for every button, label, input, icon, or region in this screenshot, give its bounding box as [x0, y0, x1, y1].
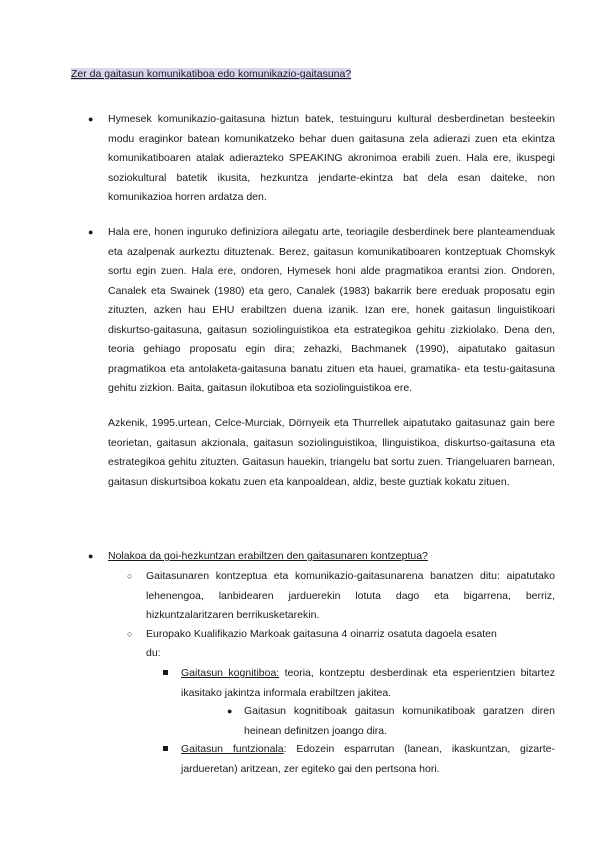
bullet-disc-icon: ● — [88, 114, 94, 124]
paragraph-2: Hala ere, honen inguruko definiziora ailegatu arte, teoriagile desberdinek bere planteamenduak eta azalpenak aurkeztu dituztenak. Berez, gaitasun komunikatiboaren kontzeptuak Chomskyk sortu egin zuen. Hala ere, ondoren, Hymesek honi alde pragmatikoa erantsi zion. Ondoren, Canalek eta Swainek (1980) eta gero, Canalek (1983) bakarrik bere ereduak proposatu egin zituzten, azken hau EHU erabiltzen duena izanik. Izan ere, honek gaitasun linguistikoari diskurtso-gaitasuna, gaitasun soziolinguistikoa eta estrategikoa gehitu zizkiolako. Dena den, teoria gehiago proposatu egin dira; zehazki, Bachmanek (1990), aipatutako gaitasun pragmatikoa eta antolaketa-gaitasuna banatu zituen eta hauei, gramatika- eta testu-gaitasuna gehitu zizkion. Baita, gaitasun ilokutiboa eta soziolinguistikoa ere. — [108, 226, 555, 394]
sub-item-2-line-2: du: — [146, 647, 161, 659]
item-functional — [181, 740, 555, 779]
bullet-circle-icon: ○ — [127, 629, 133, 639]
sub-item-1: Gaitasunaren kontzeptua eta komunikazio-gaitasunarena banatzen ditu: aipatutako lehenengoa, lanbidearen jarduerekin lotuta dago eta bigarrena, berriz, hizkuntzalaritzaren berrikusketarekin. — [146, 570, 555, 621]
item-cognitive-term: Gaitasun kognitiboa: — [181, 667, 280, 679]
bullet-disc-icon: ● — [88, 227, 94, 237]
paragraph-3: Azkenik, 1995.urtean, Celce-Murciak, Dörnyeik eta Thurrellek aipatutako gaitasunaz gain bere teorietan, gaitasun akzionala, gaitasun soziolinguistikoa, llinguistikoa, diskurtso-gaitasuna eta estrategikoa gehitu zituzten. Gaitasun hauekin, triangelu bat sortu zuen. Triangeluaren barnean, gaitasun diskurtsiboa kokatu zuen eta kanpoaldean, aldiz, beste guztiak kokatu zituen. — [108, 417, 555, 488]
bullet-disc-icon: ● — [88, 551, 94, 561]
item-cognitive-text: teoria, kontzeptu desberdinak eta esperientzien bitartez ikasitako jakintza informala erabiltzen jakitea. — [181, 667, 555, 699]
bullet-square-icon — [163, 746, 168, 751]
item-functional-text: : Edozein esparrutan (lanean, ikaskuntzan, gizarte-jardueretan) aritzean, zer egiteko gai den pertsona hori. — [181, 743, 556, 775]
heading-text: Zer da gaitasun komunikatiboa edo komunikazio-gaitasuna? — [71, 68, 352, 80]
question-heading: Nolakoa da goi-hezkuntzan erabiltzen den gaitasunaren kontzeptua? — [108, 550, 428, 562]
bullet-circle-icon: ○ — [127, 571, 133, 581]
bullet-disc-icon: ● — [227, 706, 233, 716]
bullet-square-icon — [163, 670, 168, 675]
sub-item-2-line-1: Europako Kualifikazio Markoak gaitasuna 4 oinarriz osatuta dagoela esaten — [146, 628, 497, 640]
paragraph-1: Hymesek komunikazio-gaitasuna hiztun batek, testuinguru kultural desberdinetan besteekin modu eraginkor batean komunikatzeko behar duen gaitasuna zela adierazi zuen eta ekintza komunikatiboaren atalak adierazteko SPEAKING akronimoa erabili zuen. Hala ere, ikuspegi soziokultural batetik ikusita, hezkuntza jendarte-ekintza bat dela esan daiteke, non komunikazioa horren ardatza den. — [108, 113, 555, 203]
item-cognitive-sub: Gaitasun kognitiboak gaitasun komunikatiboak garatzen diren heinean definitzen joango dira. — [244, 705, 555, 737]
item-functional-term: Gaitasun funtzionala — [181, 743, 284, 755]
heading — [71, 67, 351, 81]
item-cognitive — [181, 664, 555, 703]
